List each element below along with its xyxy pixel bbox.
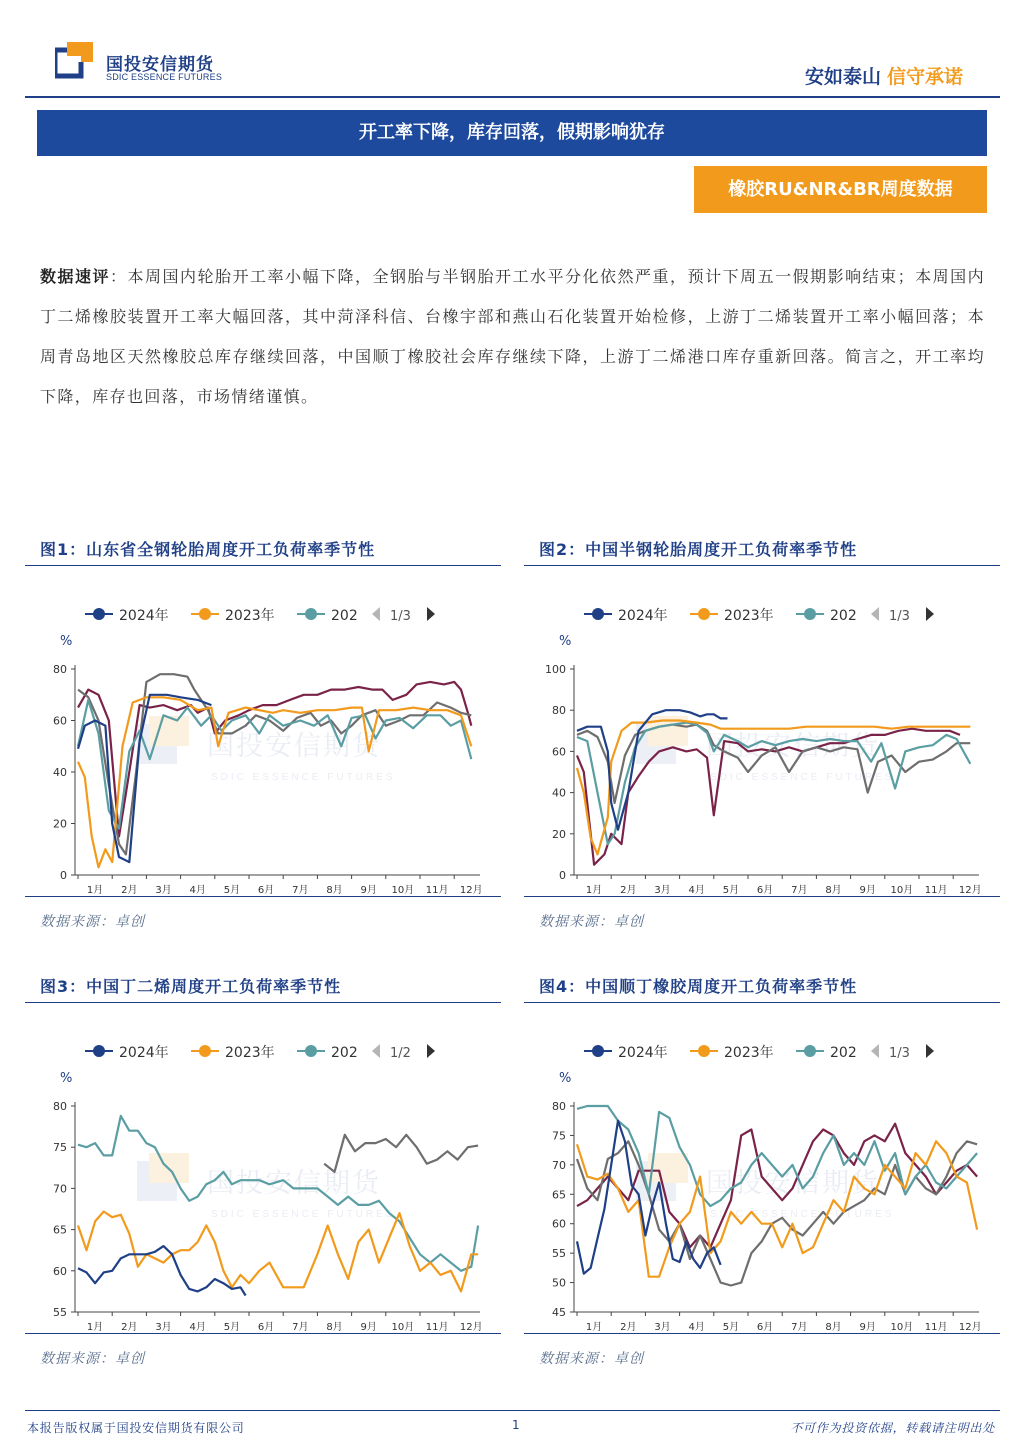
company-logo-icon bbox=[55, 42, 97, 84]
x-tick-label: 9月 bbox=[859, 885, 876, 895]
x-tick-label: 7月 bbox=[791, 1322, 808, 1332]
chart-legend bbox=[584, 607, 934, 624]
page-footer bbox=[0, 1410, 1025, 1450]
figure-title: 图1：山东省全钢轮胎周度开工负荷率季节性 bbox=[40, 540, 376, 559]
x-tick-label: 1月 bbox=[86, 1322, 104, 1332]
watermark-text-en: SDIC ESSENCE FUTURES bbox=[211, 772, 396, 783]
x-tick-label: 8月 bbox=[825, 885, 842, 895]
legend-prev-icon bbox=[372, 607, 380, 621]
figure-top-rule bbox=[524, 565, 1000, 566]
y-tick-label: 80 bbox=[552, 1100, 566, 1113]
footer-copyright: 本报告版权属于国投安信期货有限公司 bbox=[27, 1421, 245, 1435]
legend-pager: 1/2 bbox=[390, 1046, 411, 1061]
legend-marker bbox=[93, 1045, 105, 1057]
x-tick-label: 9月 bbox=[360, 1322, 377, 1332]
x-tick-label: 5月 bbox=[722, 885, 740, 895]
legend-marker bbox=[592, 1045, 604, 1057]
company-name-en: SDIC ESSENCE FUTURES bbox=[106, 72, 223, 82]
legend-label: 2023年 bbox=[225, 608, 275, 624]
y-tick-label: 60 bbox=[552, 1217, 566, 1231]
legend-marker bbox=[592, 608, 604, 620]
x-tick-label: 8月 bbox=[326, 885, 343, 895]
legend-marker bbox=[804, 1045, 816, 1057]
figure-top-rule bbox=[25, 1002, 501, 1003]
y-tick-label: 60 bbox=[53, 1264, 67, 1278]
x-tick-label: 2月 bbox=[121, 885, 138, 895]
legend-marker bbox=[199, 608, 211, 620]
x-tick-label: 3月 bbox=[155, 885, 172, 895]
watermark bbox=[137, 716, 395, 783]
x-tick-label: 4月 bbox=[189, 1322, 206, 1332]
figure-source: 数据来源：卓创 bbox=[539, 914, 644, 930]
y-tick-label: 40 bbox=[53, 766, 67, 779]
series-line bbox=[324, 1135, 478, 1172]
x-tick-label: 12月 bbox=[958, 1322, 982, 1332]
x-tick-label: 7月 bbox=[791, 885, 808, 895]
figure-bottom-rule bbox=[25, 1333, 501, 1334]
legend-marker bbox=[93, 608, 105, 620]
legend-label: 2023年 bbox=[225, 1045, 275, 1061]
x-tick-label: 6月 bbox=[756, 1322, 774, 1332]
x-tick-label: 1月 bbox=[86, 885, 104, 895]
slogan-part2: 信守承诺 bbox=[886, 66, 963, 88]
x-tick-label: 4月 bbox=[688, 1322, 705, 1332]
y-tick-label: 0 bbox=[559, 869, 566, 882]
legend-label: 2024年 bbox=[119, 1045, 169, 1061]
y-axis-unit: % bbox=[559, 634, 572, 649]
legend-label: 2024年 bbox=[119, 608, 169, 624]
x-tick-label: 1月 bbox=[585, 1322, 603, 1332]
report-category-badge: 橡胶RU&NR&BR周度数据 bbox=[694, 166, 987, 213]
watermark-text: 国投安信期货 bbox=[706, 1168, 880, 1199]
x-tick-label: 2月 bbox=[620, 885, 637, 895]
legend-pager: 1/3 bbox=[889, 609, 910, 624]
series-line bbox=[78, 1246, 246, 1295]
legend-marker bbox=[305, 1045, 317, 1057]
x-tick-label: 10月 bbox=[890, 1322, 914, 1332]
footer-disclaimer: 不可作为投资依据，转载请注明出处 bbox=[790, 1421, 995, 1435]
y-tick-label: 65 bbox=[53, 1223, 67, 1237]
y-axis-unit: % bbox=[559, 1071, 572, 1086]
y-tick-label: 60 bbox=[53, 714, 67, 728]
y-tick-label: 55 bbox=[552, 1247, 566, 1261]
legend-next-icon bbox=[926, 1044, 934, 1058]
legend-label: 2023年 bbox=[724, 1045, 774, 1061]
data-summary bbox=[40, 257, 985, 417]
x-tick-label: 10月 bbox=[391, 885, 415, 895]
legend-marker bbox=[804, 608, 816, 620]
legend-pager: 1/3 bbox=[889, 1046, 910, 1061]
y-tick-label: 100 bbox=[545, 663, 566, 676]
figure-title: 图3：中国丁二烯周度开工负荷率季节性 bbox=[40, 977, 342, 996]
figure-3-chart bbox=[25, 1004, 501, 1332]
y-tick-label: 0 bbox=[60, 869, 67, 882]
figure-title: 图2：中国半钢轮胎周度开工负荷率季节性 bbox=[539, 540, 858, 559]
x-tick-label: 12月 bbox=[459, 1322, 483, 1332]
y-tick-label: 80 bbox=[552, 704, 566, 718]
x-tick-label: 3月 bbox=[155, 1322, 172, 1332]
x-tick-label: 11月 bbox=[924, 1322, 948, 1332]
company-name-cn: 国投安信期货 bbox=[106, 55, 214, 75]
legend-label: 2023年 bbox=[724, 608, 774, 624]
legend-prev-icon bbox=[871, 1044, 879, 1058]
y-tick-label: 70 bbox=[552, 1158, 566, 1172]
x-tick-label: 5月 bbox=[223, 885, 241, 895]
watermark-text: 国投安信期货 bbox=[207, 1168, 381, 1199]
y-axis-unit: % bbox=[60, 634, 73, 649]
x-tick-label: 8月 bbox=[825, 1322, 842, 1332]
y-tick-label: 20 bbox=[53, 817, 67, 831]
watermark-text: 国投安信期货 bbox=[207, 731, 381, 762]
x-tick-label: 6月 bbox=[257, 885, 275, 895]
page-header bbox=[0, 0, 1025, 100]
legend-pager: 1/3 bbox=[390, 609, 411, 624]
y-tick-label: 40 bbox=[552, 786, 566, 800]
figure-4-chart bbox=[524, 1004, 1000, 1332]
legend-marker bbox=[199, 1045, 211, 1057]
x-tick-label: 2月 bbox=[121, 1322, 138, 1332]
y-tick-label: 45 bbox=[552, 1306, 566, 1319]
y-tick-label: 20 bbox=[552, 827, 566, 841]
summary-text: ：本周国内轮胎开工率小幅下降，全钢胎与半钢胎开工水平分化依然严重，预计下周五一假期影响结束；本周国内丁二烯橡胶装置开工率大幅回落，其中菏泽科信、台橡宇部和燕山石化装置开始检修，上游丁二烯装置开工率小幅回落；本周青岛地区天然橡胶总库存继续回落，中国顺丁橡胶社会库存继续下降，上游丁二烯港口库存重新回落。简言之，开工率均下降，库存也回落，市场情绪谨慎。 bbox=[40, 267, 985, 406]
chart-legend bbox=[85, 1044, 435, 1061]
figure-bottom-rule bbox=[524, 896, 1000, 897]
x-tick-label: 7月 bbox=[292, 885, 309, 895]
summary-lead: 数据速评 bbox=[40, 267, 111, 286]
watermark bbox=[137, 1153, 395, 1220]
x-tick-label: 5月 bbox=[223, 1322, 241, 1332]
legend-marker bbox=[305, 608, 317, 620]
slogan bbox=[805, 62, 963, 89]
x-tick-label: 10月 bbox=[391, 1322, 415, 1332]
x-tick-label: 4月 bbox=[189, 885, 206, 895]
figure-2-chart bbox=[524, 567, 1000, 895]
x-tick-label: 1月 bbox=[585, 885, 603, 895]
figure-source: 数据来源：卓创 bbox=[539, 1351, 644, 1367]
x-tick-label: 2月 bbox=[620, 1322, 637, 1332]
x-tick-label: 6月 bbox=[756, 885, 774, 895]
x-tick-label: 9月 bbox=[859, 1322, 876, 1332]
x-tick-label: 11月 bbox=[425, 1322, 449, 1332]
legend-next-icon bbox=[427, 607, 435, 621]
chart-legend bbox=[584, 1044, 934, 1061]
footer-divider bbox=[25, 1410, 1000, 1411]
legend-label: 202 bbox=[331, 1045, 358, 1061]
legend-label: 2024年 bbox=[618, 608, 668, 624]
x-tick-label: 3月 bbox=[654, 885, 671, 895]
y-tick-label: 75 bbox=[552, 1129, 566, 1143]
figure-1-chart bbox=[25, 567, 501, 895]
x-tick-label: 8月 bbox=[326, 1322, 343, 1332]
legend-marker bbox=[698, 1045, 710, 1057]
y-tick-label: 50 bbox=[552, 1276, 566, 1290]
x-tick-label: 10月 bbox=[890, 885, 914, 895]
x-tick-label: 4月 bbox=[688, 885, 705, 895]
figure-source: 数据来源：卓创 bbox=[40, 914, 145, 930]
x-tick-label: 3月 bbox=[654, 1322, 671, 1332]
y-tick-label: 55 bbox=[53, 1306, 67, 1319]
y-tick-label: 65 bbox=[552, 1188, 566, 1202]
watermark-text-en: SDIC ESSENCE FUTURES bbox=[710, 772, 895, 783]
y-tick-label: 75 bbox=[53, 1141, 67, 1155]
legend-prev-icon bbox=[372, 1044, 380, 1058]
slogan-part1: 安如泰山 bbox=[804, 66, 881, 88]
figure-top-rule bbox=[524, 1002, 1000, 1003]
figure-title: 图4：中国顺丁橡胶周度开工负荷率季节性 bbox=[539, 977, 858, 996]
y-tick-label: 80 bbox=[53, 1100, 67, 1113]
figure-bottom-rule bbox=[25, 896, 501, 897]
legend-marker bbox=[698, 608, 710, 620]
x-tick-label: 6月 bbox=[257, 1322, 275, 1332]
header-divider bbox=[25, 96, 1000, 98]
x-tick-label: 9月 bbox=[360, 885, 377, 895]
figure-bottom-rule bbox=[524, 1333, 1000, 1334]
chart-legend bbox=[85, 607, 435, 624]
legend-label: 202 bbox=[830, 1045, 857, 1061]
figure-top-rule bbox=[25, 565, 501, 566]
y-tick-label: 80 bbox=[53, 663, 67, 676]
x-tick-label: 12月 bbox=[958, 885, 982, 895]
watermark-text-en: SDIC ESSENCE FUTURES bbox=[211, 1209, 396, 1220]
legend-label: 202 bbox=[331, 608, 358, 624]
y-tick-label: 70 bbox=[53, 1182, 67, 1196]
legend-prev-icon bbox=[871, 607, 879, 621]
legend-label: 202 bbox=[830, 608, 857, 624]
figure-source: 数据来源：卓创 bbox=[40, 1351, 145, 1367]
x-tick-label: 7月 bbox=[292, 1322, 309, 1332]
watermark-text-en: SDIC ESSENCE FUTURES bbox=[710, 1209, 895, 1220]
x-tick-label: 11月 bbox=[425, 885, 449, 895]
page-number: 1 bbox=[512, 1418, 520, 1432]
y-tick-label: 60 bbox=[552, 745, 566, 759]
watermark-text: 国投安信期货 bbox=[706, 731, 880, 762]
x-tick-label: 12月 bbox=[459, 885, 483, 895]
x-tick-label: 5月 bbox=[722, 1322, 740, 1332]
y-axis-unit: % bbox=[60, 1071, 73, 1086]
x-tick-label: 11月 bbox=[924, 885, 948, 895]
legend-label: 2024年 bbox=[618, 1045, 668, 1061]
report-title: 开工率下降，库存回落，假期影响犹存 bbox=[37, 110, 987, 156]
legend-next-icon bbox=[427, 1044, 435, 1058]
legend-next-icon bbox=[926, 607, 934, 621]
